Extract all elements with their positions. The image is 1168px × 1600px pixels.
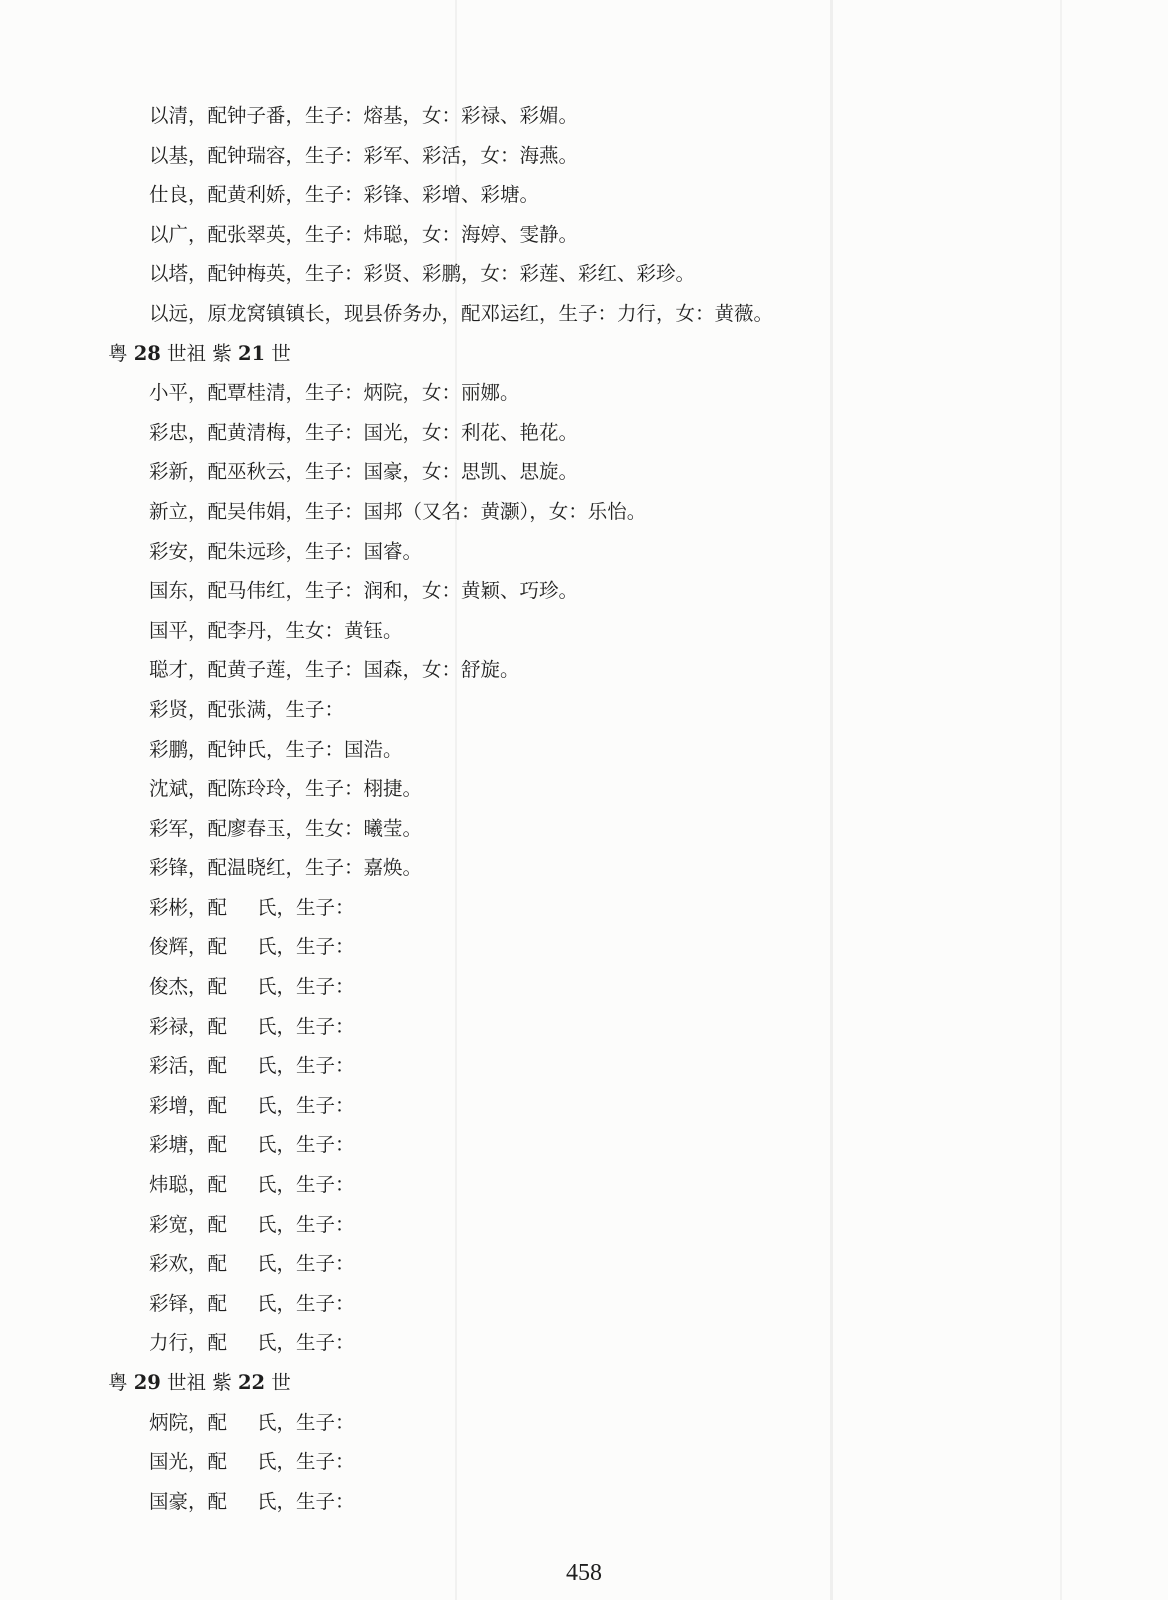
entry-part: 氏，生子： [257,1252,355,1276]
genealogy-entry: 以塔，配钟梅英，生子：彩贤、彩鹏，女：彩莲、彩红、彩珍。 [149,262,696,286]
genealogy-entry: 以广，配张翠英，生子：炜聪，女：海婷、雯静。 [149,222,579,246]
genealogy-entry [108,927,1148,967]
genealogy-entry: 小平，配覃桂清，生子：炳院，女：丽娜。 [149,381,520,405]
entry-part: 氏，生子： [257,895,355,919]
entry-part: 国豪 [149,1489,189,1513]
entry-part: 国光 [149,1450,189,1474]
heading-part: 世 [265,1371,291,1394]
genealogy-entry [108,1205,1148,1245]
genealogy-entry [108,1244,1148,1284]
entry-part: ，配 [188,895,228,919]
heading-part: 29 [133,1371,161,1394]
genealogy-entry: 仕良，配黄利娇，生子：彩锋、彩增、彩塘。 [149,183,540,207]
entry-part: 彩增 [149,1093,189,1117]
entry-part: 氏，生子： [257,1331,355,1355]
entry-part: 俊杰 [149,975,189,999]
genealogy-text [108,96,1148,1521]
entry-part: 彩塘 [149,1133,189,1157]
entry-part: ，配 [188,935,228,959]
genealogy-entry: 新立，配吴伟娟，生子：国邦（又名：黄灏），女：乐怡。 [149,499,647,523]
entry-part: 彩活 [149,1054,189,1078]
genealogy-entry: 彩安，配朱远珍，生子：国睿。 [149,539,423,563]
genealogy-entry [108,1165,1148,1205]
entry-part: ，配 [188,1014,228,1038]
entry-part: 氏，生子： [257,1014,355,1038]
entry-part: 炳院 [149,1410,189,1434]
entry-part: ，配 [188,1212,228,1236]
entry-part: ，配 [188,1331,228,1355]
entry-part: ，配 [188,1410,228,1434]
genealogy-entry [108,1125,1148,1165]
entry-part: 俊辉 [149,935,189,959]
entry-part: 彩禄 [149,1014,189,1038]
generation-heading [108,1363,1148,1403]
entry-part: 氏，生子： [257,1133,355,1157]
entry-part: ，配 [188,1489,228,1513]
page-number: 458 [566,1560,602,1586]
genealogy-entry: 彩锋，配温晓红，生子：嘉焕。 [149,856,423,880]
entry-part: 氏，生子： [257,1093,355,1117]
genealogy-entry: 沈斌，配陈玲玲，生子：栩捷。 [149,777,423,801]
heading-part: 22 [237,1371,266,1394]
genealogy-entry [108,1046,1148,1086]
entry-part: 氏，生子： [257,1450,355,1474]
heading-part: 粤 [108,341,134,365]
genealogy-entry: 彩忠，配黄清梅，生子：国光，女：利花、艳花。 [149,420,579,444]
heading-part: 世祖 紫 [160,1371,238,1394]
entry-part: 氏，生子： [257,1173,355,1197]
entry-part: 彩彬 [149,895,189,919]
entry-part: ，配 [188,975,228,999]
genealogy-entry: 国平，配李丹，生女：黄钰。 [149,618,403,642]
genealogy-entry [108,1007,1148,1047]
entry-part: ，配 [188,1291,228,1315]
entry-part: ，配 [188,1054,228,1078]
entry-part: 力行 [149,1331,189,1355]
genealogy-entry: 彩军，配廖春玉，生女：曦莹。 [149,816,423,840]
entry-part: 氏，生子： [257,1410,355,1434]
genealogy-entry: 国东，配马伟红，生子：润和，女：黄颖、巧珍。 [149,579,579,603]
genealogy-entry [108,1403,1148,1443]
entry-part: 氏，生子： [257,1054,355,1078]
entry-part: ，配 [188,1450,228,1474]
entry-part: 彩铎 [149,1291,189,1315]
genealogy-entry [108,888,1148,928]
genealogy-entry [108,1482,1148,1522]
entry-part: 氏，生子： [257,935,355,959]
heading-part: 世 [265,341,291,365]
heading-part: 28 [133,341,161,365]
entry-part: 炜聪 [149,1173,189,1197]
genealogy-entry [108,1086,1148,1126]
genealogy-entry [108,1323,1148,1363]
entry-part: 彩宽 [149,1212,189,1236]
generation-heading [108,334,1148,374]
genealogy-entry: 以清，配钟子番，生子：熔基，女：彩禄、彩媚。 [149,104,579,127]
genealogy-entry: 彩新，配巫秋云，生子：国豪，女：思凯、思旋。 [149,460,579,484]
heading-part: 世祖 紫 [160,341,238,365]
entry-part: ，配 [188,1093,228,1117]
entry-part: 彩欢 [149,1252,189,1276]
genealogy-entry: 彩鹏，配钟氏，生子：国浩。 [149,737,403,761]
entry-part: ，配 [188,1173,228,1197]
entry-part: 氏，生子： [257,1212,355,1236]
heading-part: 21 [237,341,266,365]
genealogy-entry: 聪才，配黄子莲，生子：国森，女：舒旋。 [149,658,520,682]
genealogy-entry [108,1442,1148,1482]
genealogy-entry: 以基，配钟瑞容，生子：彩军、彩活，女：海燕。 [149,143,579,167]
genealogy-entry: 彩贤，配张满，生子： [149,697,345,721]
entry-part: 氏，生子： [257,1489,355,1513]
entry-part: ，配 [188,1252,228,1276]
genealogy-entry [108,1284,1148,1324]
genealogy-entry: 以远，原龙窝镇镇长，现县侨务办，配邓运红，生子：力行，女：黄薇。 [149,301,774,325]
heading-part: 粤 [108,1371,134,1394]
entry-part: ，配 [188,1133,228,1157]
entry-part: 氏，生子： [257,1291,355,1315]
genealogy-entry [108,967,1148,1007]
entry-part: 氏，生子： [257,975,355,999]
